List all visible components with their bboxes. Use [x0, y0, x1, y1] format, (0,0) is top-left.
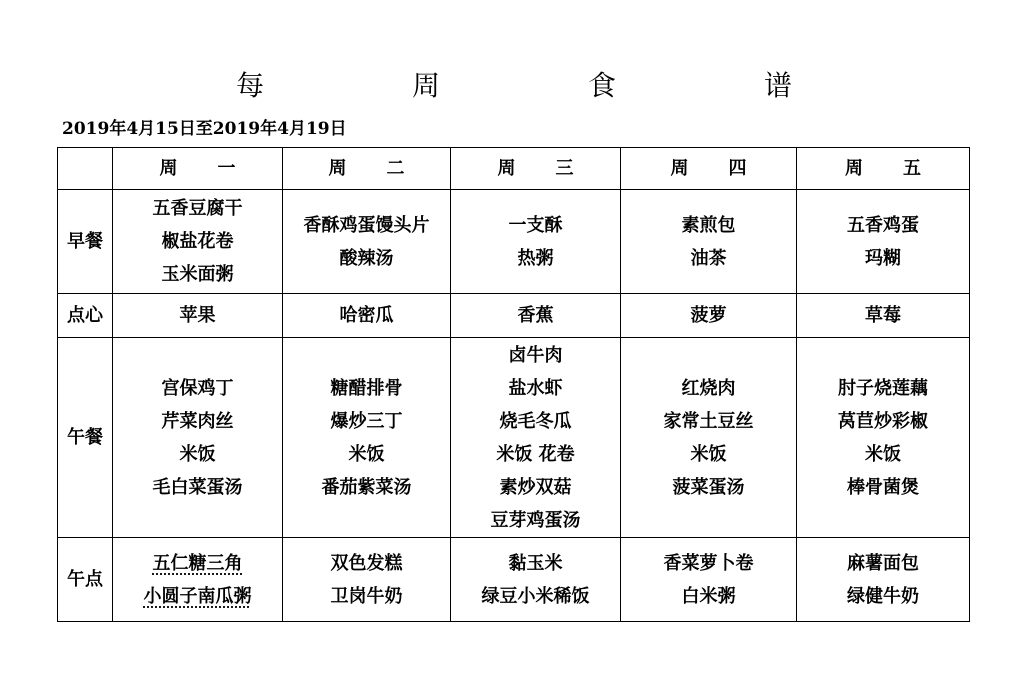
- dish-item: 米饭: [690, 443, 727, 465]
- menu-cell: [113, 294, 283, 338]
- dish-item: 豆芽鸡蛋汤: [490, 509, 581, 531]
- dish-item: 菠萝: [690, 305, 727, 326]
- meal-label: 早餐: [58, 190, 113, 294]
- day-header-fri: 周 五: [797, 148, 970, 190]
- dish-item: 红烧肉: [681, 377, 736, 399]
- meal-row: [58, 538, 970, 622]
- dish-item: 绿豆小米稀饭: [481, 585, 590, 607]
- dish-item: 酸辣汤: [339, 247, 394, 269]
- dish-item: 热粥: [517, 247, 554, 269]
- dish-item: 黏玉米: [508, 552, 563, 574]
- meal-label: 点心: [58, 294, 113, 338]
- menu-cell: [451, 538, 621, 622]
- dish-item: 油茶: [690, 247, 727, 269]
- dish-item: 盐水虾: [508, 377, 563, 399]
- dish-item: 麻薯面包: [847, 552, 919, 574]
- meal-row: [58, 190, 970, 294]
- menu-cell: [283, 190, 451, 294]
- meal-rows: [58, 190, 970, 622]
- dish-item: 米饭: [865, 443, 901, 465]
- header-row: [58, 148, 970, 190]
- dish-item: 肘子烧莲藕: [838, 377, 928, 399]
- dish-item: 毛白菜蛋汤: [152, 476, 243, 498]
- dish-item: 糖醋排骨: [330, 377, 403, 399]
- menu-cell: [113, 190, 283, 294]
- meal-row: [58, 294, 970, 338]
- menu-cell: [621, 294, 797, 338]
- menu-cell: [283, 538, 451, 622]
- dish-item: 烧毛冬瓜: [499, 410, 572, 432]
- dish-item: 米饭: [179, 443, 216, 465]
- weekly-menu-table: [57, 147, 970, 622]
- day-header-mon: 周 一: [113, 148, 283, 190]
- dish-item: 苹果: [179, 305, 216, 326]
- dish-item: 棒骨菌煲: [847, 476, 919, 498]
- menu-cell: [451, 294, 621, 338]
- dish-item: 小圆子南瓜粥: [143, 585, 252, 607]
- dish-item: 玛糊: [865, 247, 901, 269]
- menu-cell: [113, 338, 283, 538]
- dish-item: 卫岗牛奶: [330, 585, 403, 607]
- dish-item: 绿健牛奶: [847, 585, 919, 607]
- dish-item: 玉米面粥: [161, 264, 234, 285]
- menu-cell: [797, 294, 970, 338]
- menu-cell: [621, 538, 797, 622]
- dish-item: 香酥鸡蛋馒头片: [303, 214, 430, 236]
- dish-item: 哈密瓜: [339, 305, 394, 326]
- menu-cell: [113, 538, 283, 622]
- dish-item: 家常土豆丝: [663, 410, 754, 432]
- dish-item: 草莓: [865, 305, 901, 326]
- corner-cell: [58, 148, 113, 190]
- dish-item: 素炒双菇: [499, 476, 572, 498]
- page-title: 每 周 食 谱: [235, 69, 852, 102]
- menu-cell: [797, 190, 970, 294]
- dish-item: 米饭 花卷: [496, 443, 575, 465]
- day-header-tue: 周 二: [283, 148, 451, 190]
- dish-item: 莴苣炒彩椒: [838, 410, 928, 432]
- menu-cell: [621, 338, 797, 538]
- dish-item: 芹菜肉丝: [161, 410, 234, 432]
- dish-item: 番茄紫菜汤: [321, 476, 412, 498]
- dish-item: 五仁糖三角: [152, 552, 243, 574]
- menu-cell: [797, 538, 970, 622]
- dish-item: 宫保鸡丁: [161, 377, 234, 399]
- dish-item: 椒盐花卷: [161, 231, 234, 252]
- meal-label: 午点: [58, 538, 113, 622]
- menu-cell: [283, 338, 451, 538]
- menu-cell: [283, 294, 451, 338]
- dish-item: 卤牛肉: [508, 344, 563, 366]
- dish-item: 一支酥: [508, 214, 563, 236]
- dish-item: 五香鸡蛋: [847, 214, 919, 236]
- menu-cell: [451, 190, 621, 294]
- dish-item: 香菜萝卜卷: [663, 552, 754, 574]
- day-header-thu: 周 四: [621, 148, 797, 190]
- day-header-wed: 周 三: [451, 148, 621, 190]
- meal-row: [58, 338, 970, 538]
- date-range: 2019年4月15日至2019年4月19日: [62, 119, 347, 139]
- dish-item: 菠菜蛋汤: [672, 476, 745, 498]
- menu-cell: [621, 190, 797, 294]
- dish-item: 白米粥: [681, 585, 736, 607]
- dish-item: 米饭: [348, 443, 385, 465]
- meal-label: 午餐: [58, 338, 113, 538]
- menu-cell: [451, 338, 621, 538]
- dish-item: 素煎包: [681, 214, 736, 236]
- dish-item: 双色发糕: [330, 552, 403, 574]
- menu-cell: [797, 338, 970, 538]
- dish-item: 五香豆腐干: [152, 198, 243, 219]
- dish-item: 爆炒三丁: [330, 410, 403, 432]
- dish-item: 香蕉: [517, 305, 554, 326]
